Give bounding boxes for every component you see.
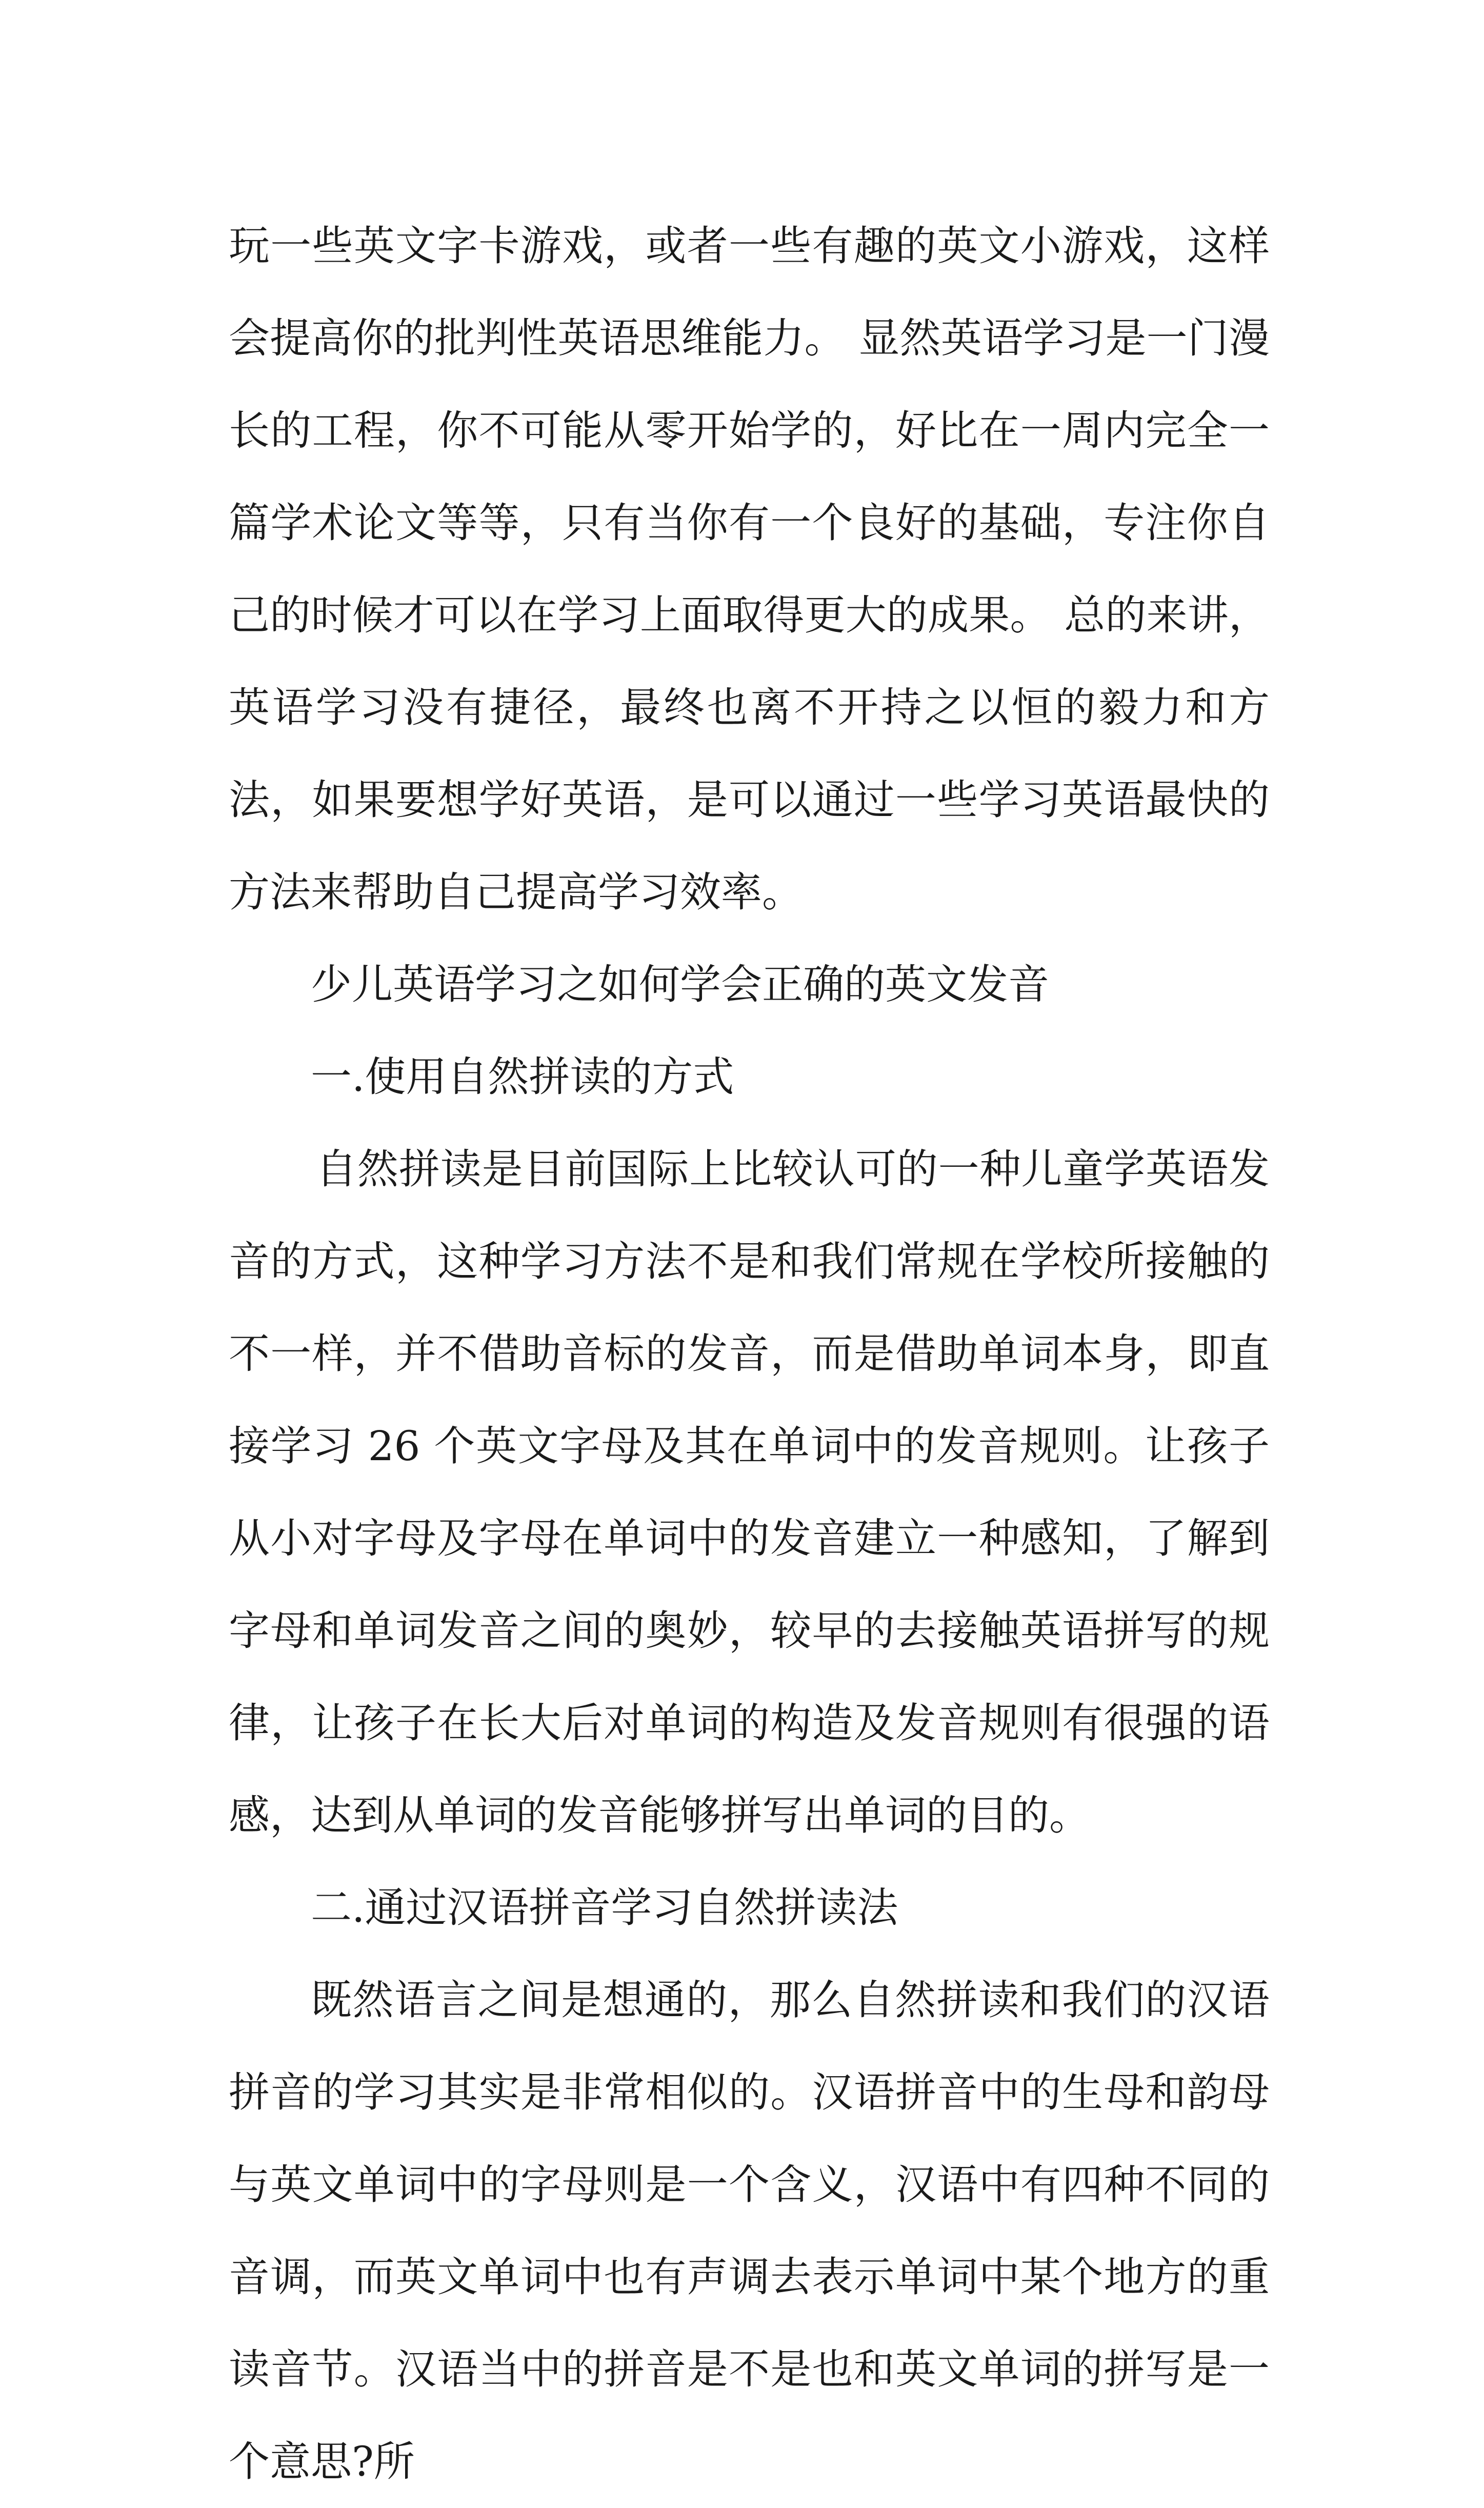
document-body: [229, 200, 1270, 2508]
paragraph-phonics-description: 自然拼读是目前国际上比较认可的一种儿童学英语发音的方式，这种学习方法不是和我们常规在学校所接触的不一样，并不借助音标的发音，而是借助单词本身，即直接学习 26 个英文字母及其在单词中的发音规则。让孩子从小对字母及字母在单词中的发音建立一种感知，了解到字母和单词发音之间的奥妙，较早的去接触英语拼写的规律，让孩子在长大后对单词的构造及发音规则有很强的语感，达到从单词的发音能够拼写出单词的目的。: [229, 1145, 1270, 1839]
heading-phonics-method: 一.使用自然拼读的方式: [311, 1053, 734, 1101]
paragraph-continuation: 玩一些英文字卡游戏，或者一些有趣的英文小游戏，这样会提高你的批判性英语思维能力。 显然英语学习是一门漫长的工程，你不可能从零开始学的，好比在一周内完全一篇学术论文等等，只有当你有一个良好的基础，专注你自己的时候才可以在学习上面取得更大的成果。 总的来讲，英语学习没有捷径，最终也离不开持之以恒的毅力和方法，如果要想学好英语，是可以通过一些学习英语最快的方法来帮助自己提高学习效率。: [229, 222, 1270, 916]
section-title-pronunciation: 少儿英语学习之如何学会正确的英文发音: [311, 961, 1049, 1008]
heading-pinyin-method: 二.通过汉语拼音学习自然拼读法: [311, 1884, 898, 1932]
paragraph-pinyin-description: 既然语言之间是想通的，那么自然拼读和我们的汉语拼音的学习其实是非常相似的。汉语拼音中的生母和韵母与英文单词中的字母则是一个含义，汉语中有四种不同的音调，而英文单词中也有声调去表示单词中某个地方的重读音节。汉语当中的拼音是不是也和英文单词的拼写是一个意思?所: [229, 1976, 1270, 2485]
